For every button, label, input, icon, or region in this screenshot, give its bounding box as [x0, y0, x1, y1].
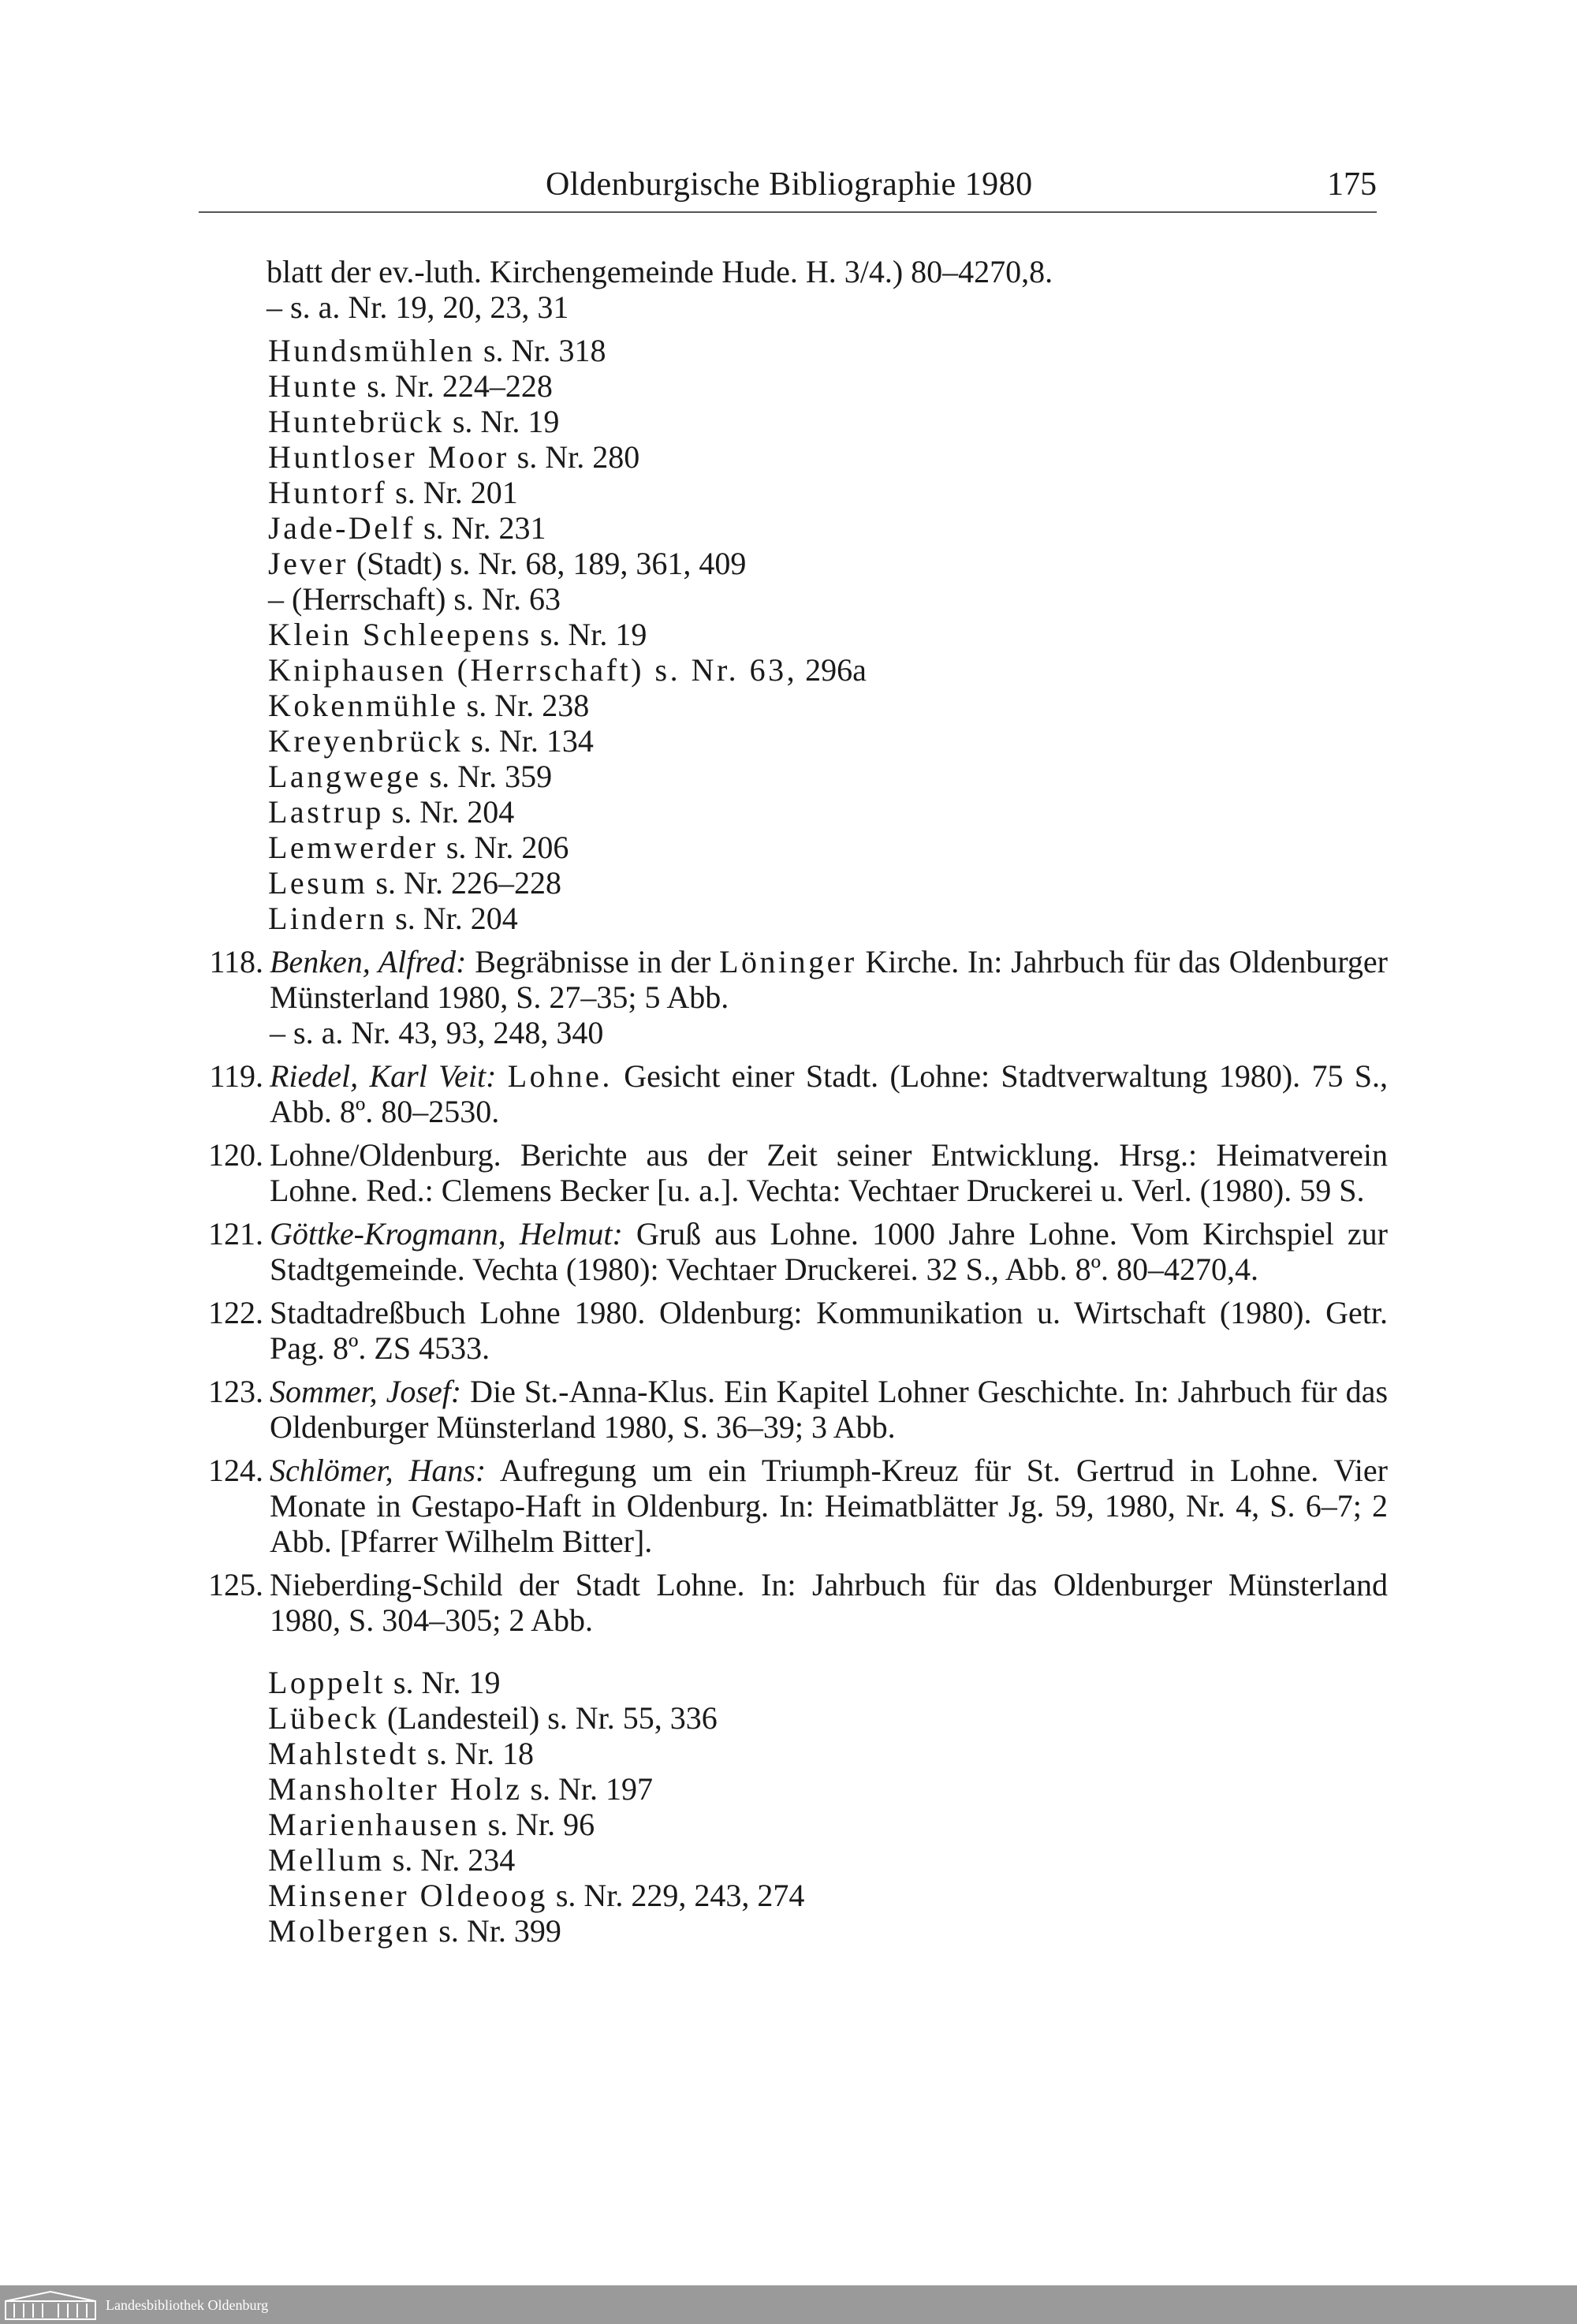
place-entry — [197, 617, 1388, 652]
place-ref: s. Nr. 229, 243, 274 — [547, 1878, 805, 1913]
place-entry — [197, 1878, 1388, 1913]
place-name: Jever — [268, 546, 349, 581]
place-name: Jade-Delf — [268, 510, 416, 546]
place-name: Lesum — [268, 865, 368, 901]
place-entry — [197, 901, 1388, 936]
place-ref: s. Nr. 234 — [384, 1842, 516, 1878]
place-name: Huntorf — [268, 475, 388, 510]
place-ref: s. Nr. 197 — [522, 1771, 654, 1807]
entry-see-also: – s. a. Nr. 43, 93, 248, 340 — [270, 1015, 604, 1050]
place-ref: s. Nr. 399 — [431, 1913, 561, 1949]
entry-number: 121. — [208, 1216, 263, 1252]
place-ref: s. Nr. 19 — [531, 617, 647, 652]
entry-number: 123. — [208, 1374, 263, 1409]
place-name: Huntloser Moor — [268, 439, 509, 475]
place-name: Minsener Oldeoog — [268, 1878, 548, 1913]
place-entry — [197, 581, 1388, 617]
entry-text: Nieberding-Schild der Stadt Lohne. In: Jahrbuch für das Oldenburger Münsterland 1980, S. 304–305; 2 Abb. — [270, 1567, 1388, 1638]
place-entry — [197, 439, 1388, 475]
place-ref: (Landesteil) s. Nr. 55, 336 — [378, 1700, 718, 1736]
place-ref: s. Nr. 224–228 — [359, 368, 553, 404]
place-ref: s. Nr. 226–228 — [367, 865, 561, 901]
place-name: Huntebrück — [268, 404, 445, 439]
place-name: Mahlstedt — [268, 1736, 419, 1771]
place-ref: s. Nr. 19 — [444, 404, 560, 439]
digitization-footer — [0, 2285, 1577, 2324]
entry-body — [270, 1216, 1388, 1287]
place-name: Mellum — [268, 1842, 385, 1878]
place-name: Mansholter Holz — [268, 1771, 523, 1807]
place-entry — [197, 688, 1388, 723]
place-name: Loppelt — [268, 1665, 386, 1700]
intro-line: blatt der ev.-luth. Kirchengemeinde Hude. H. 3/4.) 80–4270,8. — [267, 254, 1053, 289]
entry-author: Riedel, Karl Veit: — [270, 1058, 497, 1094]
place-ref: s. Nr. 359 — [421, 759, 553, 794]
entry-number: 125. — [208, 1567, 263, 1602]
place-ref: s. Nr. 18 — [419, 1736, 535, 1771]
entry-125 — [197, 1567, 1388, 1638]
page-header — [199, 166, 1377, 213]
entry-author: Schlömer, Hans: — [270, 1453, 487, 1488]
place-ref: s. Nr. 318 — [475, 333, 606, 368]
place-entry — [197, 652, 1388, 688]
place-entry — [197, 759, 1388, 794]
entry-body — [270, 1058, 1388, 1129]
place-entry — [197, 830, 1388, 865]
place-ref: – (Herrschaft) s. Nr. 63 — [268, 581, 561, 617]
entry-number: 120. — [208, 1137, 263, 1173]
place-ref: s. Nr. 204 — [387, 901, 518, 936]
entry-author: Göttke-Krogmann, Helmut: — [270, 1216, 623, 1252]
entry-121 — [197, 1216, 1388, 1287]
place-entry — [197, 1771, 1388, 1807]
place-ref: s. Nr. 206 — [438, 830, 569, 865]
entry-text: Begräbnisse in der — [466, 944, 720, 979]
entry-text: Die St.-Anna-Klus. Ein Kapitel Lohner Geschichte. In: Jahrbuch für das Oldenburger Münsterland 1980, S. 36–39; 3 Abb. — [270, 1374, 1389, 1445]
place-name: Lindern — [268, 901, 388, 936]
entry-text: Gruß aus Lohne. 1000 Jahre Lohne. Vom Kirchspiel zur Stadtgemeinde. Vechta (1980): Vechtaer Druckerei. 32 S., Abb. 8º. 80–4270,4. — [270, 1216, 1388, 1287]
place-ref: s. Nr. 201 — [387, 475, 518, 510]
entry-author: Benken, Alfred: — [270, 944, 467, 979]
place-ref: 296a — [797, 652, 867, 688]
entry-122 — [197, 1295, 1388, 1366]
place-entry — [197, 1700, 1388, 1736]
entry-body — [270, 1374, 1388, 1445]
intro-continuation — [197, 254, 1388, 325]
entry-number: 122. — [208, 1295, 263, 1330]
place-entry — [197, 723, 1388, 759]
place-ref: s. Nr. 96 — [479, 1807, 595, 1842]
entry-number: 118. — [209, 944, 263, 979]
place-name: Lastrup — [268, 794, 384, 830]
library-building-icon — [5, 2290, 96, 2320]
place-name: Kniphausen (Herrschaft) s. Nr. 63, — [268, 652, 798, 688]
place-name: Kokenmühle — [268, 688, 459, 723]
entry-number: 119. — [209, 1058, 263, 1094]
entry-keyword: Löninger — [719, 944, 857, 979]
place-entry — [197, 794, 1388, 830]
place-name: Hundsmühlen — [268, 333, 475, 368]
place-ref: s. Nr. 238 — [458, 688, 590, 723]
running-title: Oldenburgische Bibliographie 1980 — [546, 166, 1033, 203]
place-name: Lübeck — [268, 1700, 379, 1736]
place-ref: s. Nr. 280 — [509, 439, 640, 475]
entry-author: Sommer, Josef: — [270, 1374, 462, 1409]
entry-118 — [197, 944, 1388, 1050]
page-number: 175 — [1327, 166, 1377, 203]
entry-120 — [197, 1137, 1388, 1208]
place-entry — [197, 1736, 1388, 1771]
entry-number: 124. — [208, 1453, 263, 1488]
place-entry — [197, 510, 1388, 546]
entry-body — [270, 1453, 1388, 1559]
place-name: Klein Schleepens — [268, 617, 532, 652]
entry-text: Kirche. In: Jahrbuch für das Oldenburger Münsterland 1980, S. 27–35; 5 Abb. — [270, 944, 1389, 1015]
place-name: Lemwerder — [268, 830, 438, 865]
place-entry — [197, 1913, 1388, 1949]
entry-text: Stadtadreßbuch Lohne 1980. Oldenburg: Kommunikation u. Wirtschaft (1980). Getr. Pag. 8º. ZS 4533. — [270, 1295, 1388, 1366]
place-name: Kreyenbrück — [268, 723, 464, 759]
spacer — [197, 1646, 1388, 1665]
entry-text: Aufregung um ein Triumph-Kreuz für St. Gertrud in Lohne. Vier Monate in Gestapo-Haft in Oldenburg. In: Heimatblätter Jg. 59, 1980, Nr. 4, S. 6–7; 2 Abb. [Pfarrer Wilhelm Bitter]. — [270, 1453, 1388, 1559]
place-ref: s. Nr. 134 — [463, 723, 594, 759]
place-entry — [197, 1807, 1388, 1842]
entry-119 — [197, 1058, 1388, 1129]
intro-see-also: – s. a. Nr. 19, 20, 23, 31 — [267, 289, 569, 325]
entry-124 — [197, 1453, 1388, 1559]
entry-123 — [197, 1374, 1388, 1445]
entry-keyword: Lohne. — [507, 1058, 613, 1094]
place-entry — [197, 865, 1388, 901]
page-content — [197, 254, 1388, 1957]
entry-text: Lohne/Oldenburg. Berichte aus der Zeit seiner Entwicklung. Hrsg.: Heimatverein Lohne. Red.: Clemens Becker [u. a.]. Vechta: Vechtaer Druckerei u. Verl. (1980). 59 S. — [270, 1137, 1388, 1208]
place-name: Hunte — [268, 368, 360, 404]
place-entry — [197, 475, 1388, 510]
entry-text: Gesicht einer Stadt. (Lohne: Stadtverwaltung 1980). 75 S., Abb. 8º. 80–2530. — [270, 1058, 1388, 1129]
place-ref: s. Nr. 204 — [383, 794, 515, 830]
place-entry — [197, 368, 1388, 404]
place-index-1 — [197, 333, 1388, 936]
place-name: Langwege — [268, 759, 422, 794]
place-ref: s. Nr. 231 — [415, 510, 546, 546]
place-entry — [197, 333, 1388, 368]
place-ref: (Stadt) s. Nr. 68, 189, 361, 409 — [348, 546, 747, 581]
place-ref: s. Nr. 19 — [385, 1665, 501, 1700]
place-entry — [197, 546, 1388, 581]
place-entry — [197, 404, 1388, 439]
place-name: Marienhausen — [268, 1807, 480, 1842]
place-index-2 — [197, 1665, 1388, 1949]
place-entry — [197, 1842, 1388, 1878]
place-name: Molbergen — [268, 1913, 431, 1949]
library-name: Landesbibliothek Oldenburg — [106, 2297, 269, 2313]
entry-body — [270, 944, 1388, 1015]
place-entry — [197, 1665, 1388, 1700]
